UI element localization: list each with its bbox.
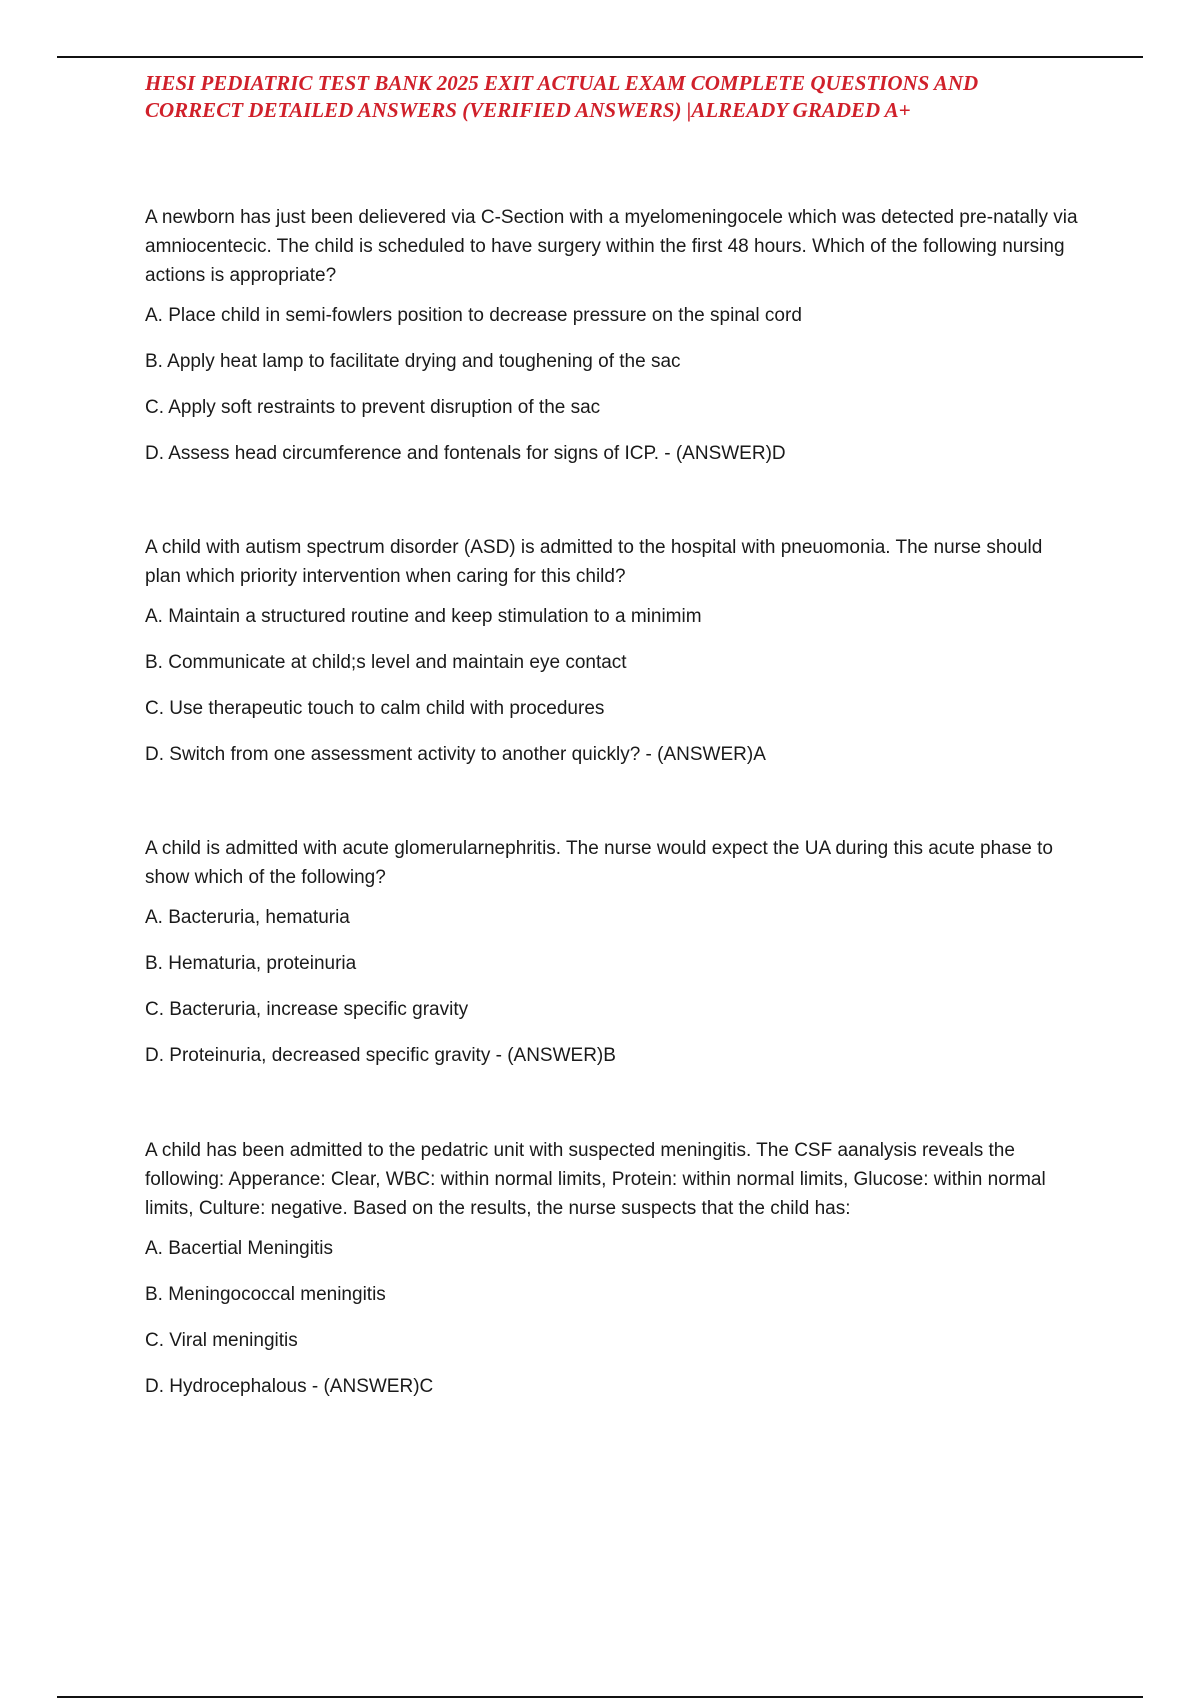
option-d-with-answer: D. Switch from one assessment activity to another quickly? - (ANSWER)A — [145, 744, 766, 765]
bottom-rule — [57, 1696, 1143, 1698]
option-c: C. Use therapeutic touch to calm child with procedures — [145, 698, 605, 719]
answer-options — [145, 905, 1080, 1069]
question-stem: A child is admitted with acute glomerularnephritis. The nurse would expect the UA during this acute phase to show which of the following? — [145, 838, 1053, 888]
option-d-with-answer: D. Hydrocephalous - (ANSWER)C — [145, 1376, 434, 1397]
answer-options — [145, 303, 1080, 467]
top-rule — [57, 56, 1143, 58]
option-a: A. Bacertial Meningitis — [145, 1238, 333, 1259]
option-d-with-answer: D. Proteinuria, decreased specific gravity - (ANSWER)B — [145, 1045, 616, 1066]
question-stem: A child with autism spectrum disorder (ASD) is admitted to the hospital with pneuomonia. The nurse should plan which priority intervention when caring for this child? — [145, 537, 1043, 587]
option-c: C. Apply soft restraints to prevent disruption of the sac — [145, 397, 601, 418]
option-b: B. Meningococcal meningitis — [145, 1284, 386, 1305]
option-b: B. Communicate at child;s level and maintain eye contact — [145, 652, 627, 673]
question-stem: A child has been admitted to the pedatric unit with suspected meningitis. The CSF aanalysis reveals the following: Apperance: Clear, WBC: within normal limits, Protein: within normal limits, Glucose: within normal limits, Culture: negative. Based on the results, the nurse suspects that the child has: — [145, 1140, 1046, 1219]
option-c: C. Bacteruria, increase specific gravity — [145, 999, 469, 1020]
option-b: B. Hematuria, proteinuria — [145, 953, 357, 974]
answer-options — [145, 1236, 1080, 1400]
question-3 — [145, 834, 1080, 1069]
option-a: A. Bacteruria, hematuria — [145, 907, 350, 928]
question-2 — [145, 533, 1080, 768]
option-a: A. Place child in semi-fowlers position to decrease pressure on the spinal cord — [145, 305, 802, 326]
option-b: B. Apply heat lamp to facilitate drying and toughening of the sac — [145, 351, 681, 372]
document-title: HESI PEDIATRIC TEST BANK 2025 EXIT ACTUAL EXAM COMPLETE QUESTIONS AND CORRECT DETAILED ANSWERS (VERIFIED ANSWERS) |ALREADY GRADED A+ — [145, 71, 979, 122]
option-c: C. Viral meningitis — [145, 1330, 298, 1351]
question-stem: A newborn has just been delievered via C-Section with a myelomeningocele which was detected pre-natally via amniocentecic. The child is scheduled to have surgery within the first 48 hours. Which of the following nursing actions is appropriate? — [145, 207, 1078, 286]
question-4 — [145, 1136, 1080, 1400]
option-a: A. Maintain a structured routine and keep stimulation to a minimim — [145, 606, 702, 627]
question-1 — [145, 203, 1080, 467]
answer-options — [145, 604, 1080, 768]
option-d-with-answer: D. Assess head circumference and fontenals for signs of ICP. - (ANSWER)D — [145, 443, 786, 464]
